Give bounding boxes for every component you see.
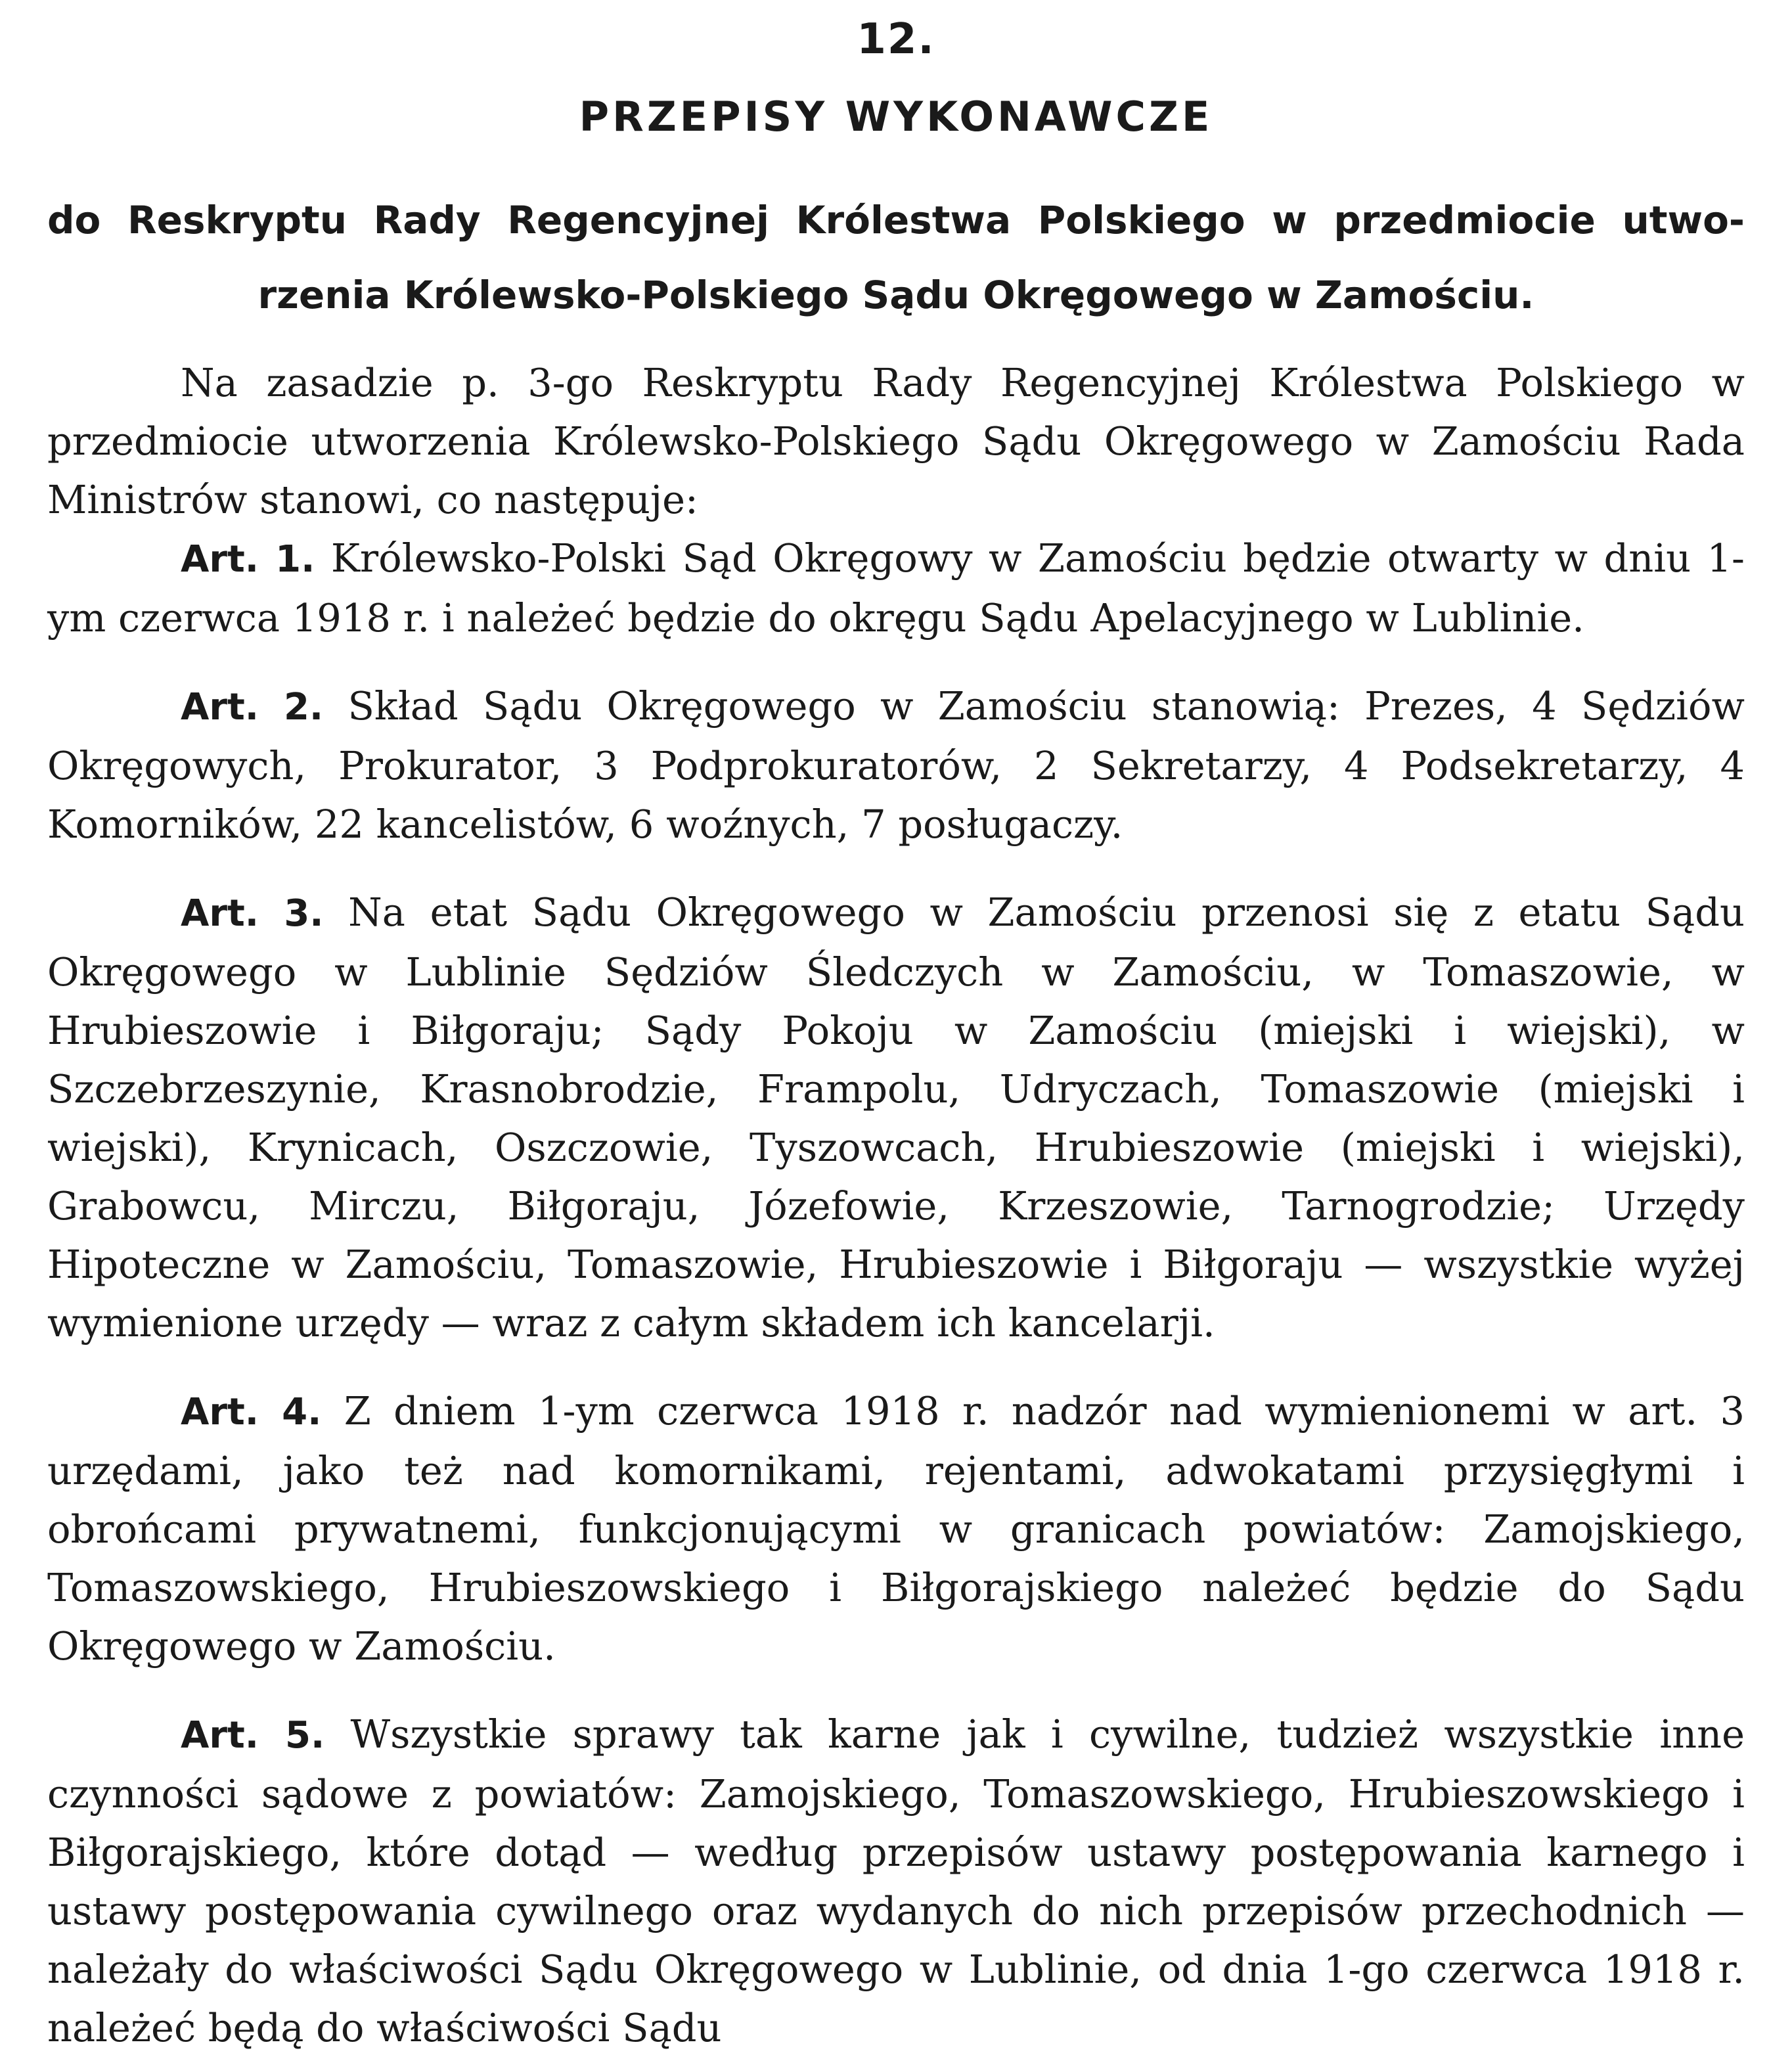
- article-2-label: Art. 2.: [181, 686, 324, 729]
- intro-paragraph: Na zasadzie p. 3-go Reskryptu Rady Regencyjnej Królestwa Polskiego w przedmiocie utworzenia Królewsko-Polskiego Sądu Okręgowego w Zamościu Rada Ministrów stanowi, co następuje:: [47, 360, 1745, 522]
- article-2: [47, 677, 1745, 853]
- article-1: [47, 529, 1745, 647]
- article-3-text: Na etat Sądu Okręgowego w Zamościu przenosi się z etatu Sądu Okręgowego w Lublinie Sędziów Śledczych w Zamościu, w Tomaszowie, w Hrubieszowie i Biłgoraju; Sądy Pokoju w Zamościu (miejski i wiejski), w Szczebrzeszynie, Krasnobrodzie, Frampolu, Udryczach, Tomaszowie (miejski i wiejski), Krynicach, Oszczowie, Tyszowcach, Hrubieszowie (miejski i wiejski), Grabowcu, Mirczu, Biłgoraju, Józefowie, Krzeszowie, Tarnogrodzie; Urzędy Hipoteczne w Zamościu, Tomaszowie, Hrubieszowie i Biłgoraju — wszystkie wyżej wymienione urzędy — wraz z całym składem ich kancelarji.: [47, 890, 1745, 1345]
- document-subtitle: [47, 183, 1745, 332]
- article-4-text: Z dniem 1-ym czerwca 1918 r. nadzór nad wymienionemi w art. 3 urzędami, jako też nad komornikami, rejentami, adwokatami przysięgłymi i obrońcami prywatnemi, funkcjonującymi w granicach powiatów: Zamojskiego, Tomaszowskiego, Hrubieszowskiego i Biłgorajskiego należeć będzie do Sądu Okręgowego w Zamościu.: [47, 1388, 1745, 1669]
- document-number: 12.: [857, 15, 935, 64]
- document-page: [47, 0, 1745, 2050]
- subtitle-line-2: rzenia Królewsko-Polskiego Sądu Okręgowego w Zamościu.: [258, 273, 1534, 317]
- article-5: [47, 1705, 1745, 2057]
- article-4-label: Art. 4.: [181, 1391, 322, 1434]
- article-1-text: Królewsko-Polski Sąd Okręgowy w Zamościu będzie otwarty w dniu 1-ym czerwca 1918 r. i należeć będzie do okręgu Sądu Apelacyjnego w Lublinie.: [47, 535, 1745, 641]
- article-5-text: Wszystkie sprawy tak karne jak i cywilne, tudzież wszystkie inne czynności sądowe z powiatów: Zamojskiego, Tomaszowskiego, Hrubieszowskiego i Biłgorajskiego, które dotąd — według przepisów ustawy postępowania karnego i ustawy postępowania cywilnego oraz wydanych do nich przepisów przechodnich — należały do właściwości Sądu Okręgowego w Lublinie, od dnia 1-go czerwca 1918 r. należeć będą do właściwości Sądu: [47, 1711, 1745, 2050]
- article-3: [47, 883, 1745, 1352]
- document-title: PRZEPISY WYKONAWCZE: [579, 93, 1213, 141]
- article-1-label: Art. 1.: [181, 538, 315, 581]
- article-2-text: Skład Sądu Okręgowego w Zamościu stanowią: Prezes, 4 Sędziów Okręgowych, Prokurator, 3 Podprokuratorów, 2 Sekretarzy, 4 Podsekretarzy, 4 Komorników, 22 kancelistów, 6 woźnych, 7 posługaczy.: [47, 683, 1745, 847]
- document-body: [47, 353, 1745, 2057]
- article-3-label: Art. 3.: [181, 892, 324, 935]
- article-5-label: Art. 5.: [181, 1714, 325, 1757]
- article-4: [47, 1382, 1745, 1675]
- subtitle-line-1: do Reskryptu Rady Regencyjnej Królestwa Polskiego w przedmiocie utwo-: [47, 198, 1745, 242]
